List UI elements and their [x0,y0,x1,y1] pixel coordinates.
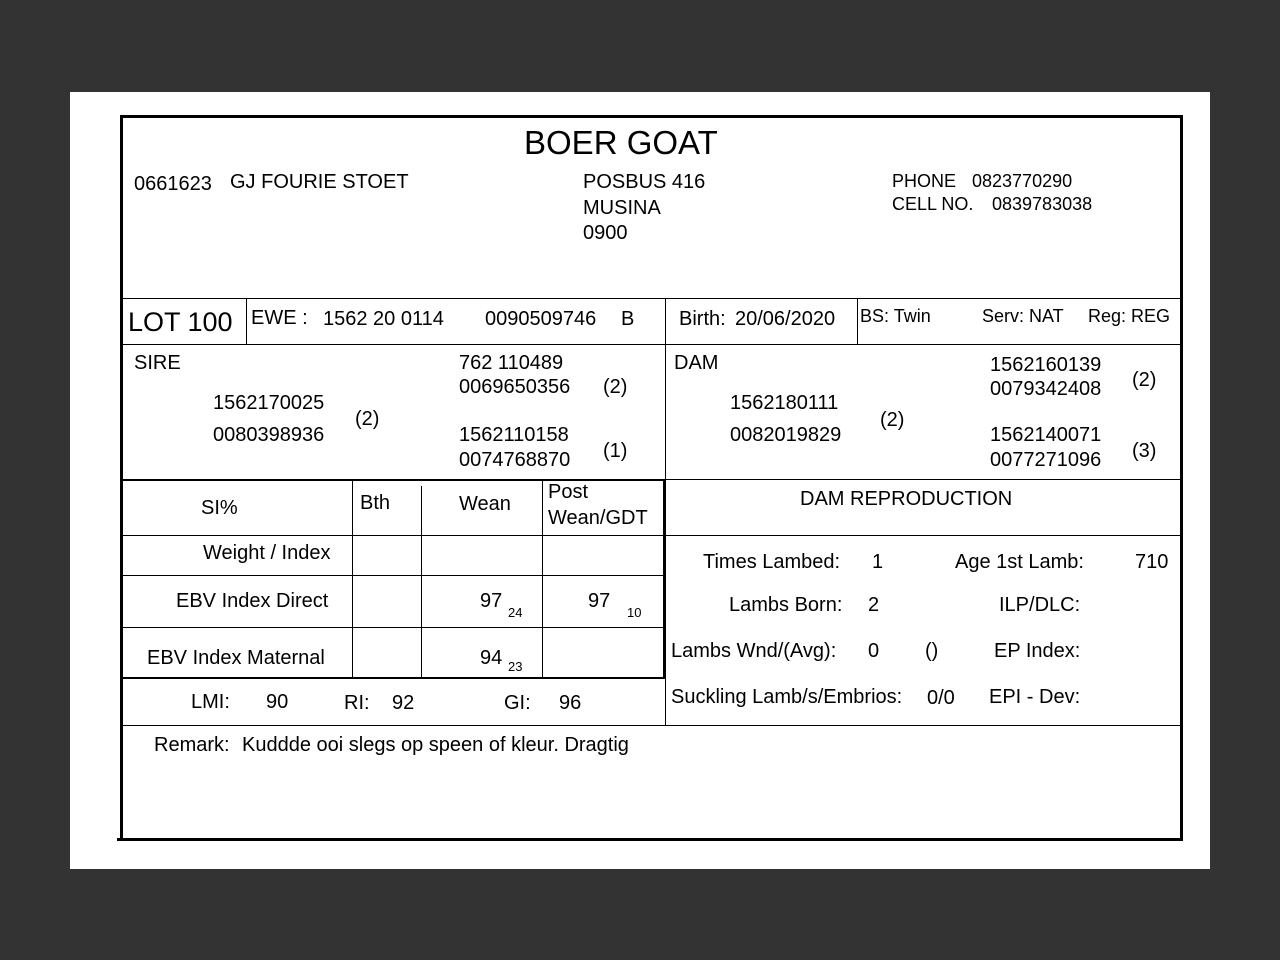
frame-bottom [117,838,1183,841]
row-weight-label: Weight / Index [203,542,331,564]
lmi-value: 90 [266,691,289,713]
birth-date: 20/06/2020 [735,308,836,330]
times-lambed-value: 1 [872,551,884,573]
suckling-value: 0/0 [927,687,955,709]
direct-wean-sub: 24 [508,605,523,620]
phone-label: PHONE [892,171,957,191]
sire-dam-grade: (1) [603,440,628,462]
times-lambed-label: Times Lambed: [703,551,841,573]
ri-label: RI: [344,692,370,714]
rule-col-bth [352,480,353,678]
sire-sire-grade: (2) [603,376,628,398]
rule-table-bottom [122,677,665,679]
ep-index-label: EP Index: [994,640,1081,662]
maternal-wean-sub: 23 [508,659,523,674]
direct-post-value: 97 [588,590,611,612]
lambs-weaned-value: 0 [868,640,880,662]
sire-dam-id: 1562110158 [459,424,569,446]
lambs-weaned-avg: () [925,640,939,662]
frame-right [1180,115,1183,841]
dam-id: 1562180111 [730,392,839,414]
sire-label: SIRE [134,352,181,374]
age-first-lamb-label: Age 1st Lamb: [955,551,1084,573]
ewe-label: EWE : [251,307,308,329]
col-wean-header: Wean [459,493,511,515]
breeder-code: 0661623 [134,173,212,195]
dam-dam-reg: 0077271096 [990,449,1102,471]
row-direct-label: EBV Index Direct [176,590,329,612]
service-type: Serv: NAT [982,306,1064,326]
phone-number: 0823770290 [972,171,1073,191]
cell-label: CELL NO. [892,194,974,214]
birth-status: BS: Twin [860,306,931,326]
remark-text: Kuddde ooi slegs op speen of kleur. Dragtig [242,734,629,756]
row-maternal-label: EBV Index Maternal [147,647,325,669]
col-post-header-line1: Post [548,481,589,503]
rule-col-post [542,480,543,678]
rule-center [665,298,666,725]
dam-dam-grade: (3) [1132,440,1157,462]
remark-label: Remark: [154,734,230,756]
lambs-born-label: Lambs Born: [729,594,843,616]
rule-lot-bottom [122,344,1180,345]
frame-top [120,115,1183,118]
breeder-name: GJ FOURIE STOET [230,171,409,193]
dam-sire-id: 1562160139 [990,354,1102,376]
direct-wean-value: 97 [480,590,503,612]
ewe-id: 1562 20 0114 [323,308,444,330]
sire-sire-reg: 0069650356 [459,376,571,398]
ewe-grade: B [621,308,635,330]
col-bth-header: Bth [360,492,391,514]
rule-row-weight [122,575,665,576]
dam-sire-grade: (2) [1132,369,1157,391]
birth-label: Birth: [679,308,726,330]
address-line-2: MUSINA [583,197,661,219]
card-title: BOER GOAT [524,124,718,161]
lambs-weaned-label: Lambs Wnd/(Avg): [671,640,837,662]
sire-grade: (2) [355,408,380,430]
address-line-3: 0900 [583,222,628,244]
maternal-wean-value: 94 [480,647,503,669]
rule-lot-top [122,298,1180,299]
sire-sire-id: 762 110489 [459,352,564,374]
dam-reproduction-title: DAM REPRODUCTION [800,488,1013,510]
frame-left [120,115,123,841]
ewe-reg: 0090509746 [485,308,597,330]
direct-post-sub: 10 [627,605,642,620]
ri-value: 92 [392,692,415,714]
cell-number: 0839783038 [992,194,1093,214]
lot-label: LOT 100 [128,307,233,337]
rule-col-wean [421,486,422,678]
suckling-label: Suckling Lamb/s/Embrios: [671,686,903,708]
dam-sire-reg: 0079342408 [990,378,1102,400]
sire-dam-reg: 0074768870 [459,449,571,471]
rule-table-left [122,480,123,678]
rule-table-right [663,480,665,678]
rule-lot-divider [246,298,247,344]
rule-row-direct [122,627,665,628]
sire-id: 1562170025 [213,392,325,414]
rule-remark-top [122,725,1180,726]
rule-table-header [122,535,1180,536]
col-post-header-line2: Wean/GDT [548,507,648,529]
dam-dam-id: 1562140071 [990,424,1102,446]
rule-pedigree-bottom [665,479,1180,480]
registration-type: Reg: REG [1088,306,1171,326]
rule-birth-divider [857,298,858,344]
lambs-born-value: 2 [868,594,880,616]
dam-reg: 0082019829 [730,424,842,446]
ilp-dlc-label: ILP/DLC: [999,594,1081,616]
address-line-1: POSBUS 416 [583,171,706,193]
epi-dev-label: EPI - Dev: [989,686,1081,708]
dam-grade: (2) [880,409,905,431]
dam-label: DAM [674,352,719,374]
gi-label: GI: [504,692,531,714]
si-label: SI% [201,497,238,519]
gi-value: 96 [559,692,582,714]
lmi-label: LMI: [191,691,230,713]
age-first-lamb-value: 710 [1135,551,1169,573]
sire-reg: 0080398936 [213,424,325,446]
